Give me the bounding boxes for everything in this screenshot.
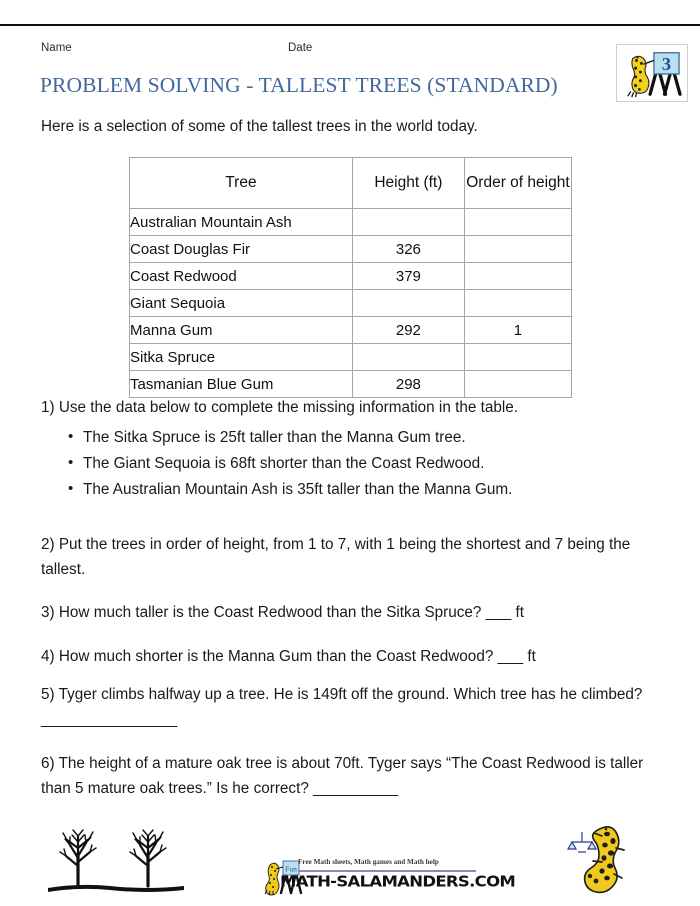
header-divider bbox=[0, 24, 700, 26]
table-row bbox=[130, 236, 572, 263]
column-header-tree: Tree bbox=[130, 158, 353, 209]
salamander-scales-icon bbox=[566, 818, 646, 902]
logo-underline bbox=[298, 870, 476, 872]
grade-badge bbox=[616, 44, 688, 102]
table-header-row bbox=[130, 158, 572, 209]
question-2: 2) Put the trees in order of height, from 1 to 7, with 1 being the shortest and 7 being the tallest. bbox=[41, 536, 631, 578]
cell-order[interactable] bbox=[464, 344, 571, 371]
list-item: • The Giant Sequoia is 68ft shorter than the Coast Redwood. bbox=[83, 451, 671, 477]
salamander-easel-icon bbox=[617, 45, 687, 101]
cell-order[interactable] bbox=[464, 263, 571, 290]
table-row bbox=[130, 209, 572, 236]
table-row bbox=[130, 263, 572, 290]
question-4: 4) How much shorter is the Manna Gum than the Coast Redwood? ___ ft bbox=[41, 648, 536, 665]
cell-tree: Coast Redwood bbox=[130, 263, 353, 290]
cell-height[interactable] bbox=[352, 209, 464, 236]
site-logo bbox=[262, 857, 516, 901]
bare-trees-illustration bbox=[36, 818, 196, 898]
page-title: PROBLEM SOLVING - TALLEST TREES (STANDARD) bbox=[40, 73, 558, 97]
cell-height[interactable] bbox=[352, 290, 464, 317]
column-header-height: Height (ft) bbox=[352, 158, 464, 209]
cell-tree: Sitka Spruce bbox=[130, 344, 353, 371]
bare-trees-silhouette-icon bbox=[36, 818, 196, 898]
cell-height[interactable]: 292 bbox=[352, 317, 464, 344]
cell-height[interactable] bbox=[352, 344, 464, 371]
question-1-text: 1) Use the data below to complete the missing information in the table. bbox=[41, 399, 519, 416]
list-item: • The Sitka Spruce is 25ft taller than the Manna Gum tree. bbox=[83, 425, 671, 451]
question-3: 3) How much taller is the Coast Redwood than the Sitka Spruce? ___ ft bbox=[41, 604, 524, 621]
question-1 bbox=[41, 396, 671, 504]
tallest-trees-table bbox=[129, 157, 572, 398]
logo-brand-text: MATH-SALAMANDERS.COM bbox=[280, 872, 516, 891]
cell-order[interactable] bbox=[464, 371, 571, 398]
question-6: 6) The height of a mature oak tree is about 70ft. Tyger says “The Coast Redwood is taller than 5 mature oak trees.” Is he correct? __________ bbox=[41, 755, 644, 797]
intro-text: Here is a selection of some of the tallest trees in the world today. bbox=[41, 118, 478, 135]
cell-tree: Tasmanian Blue Gum bbox=[130, 371, 353, 398]
cell-tree: Manna Gum bbox=[130, 317, 353, 344]
cell-order[interactable] bbox=[464, 209, 571, 236]
svg-text:Fun: Fun bbox=[285, 864, 297, 874]
cell-tree: Australian Mountain Ash bbox=[130, 209, 353, 236]
cell-tree: Coast Douglas Fir bbox=[130, 236, 353, 263]
table-row bbox=[130, 371, 572, 398]
table-row bbox=[130, 317, 572, 344]
cell-order[interactable] bbox=[464, 290, 571, 317]
table-row bbox=[130, 290, 572, 317]
cell-height[interactable]: 326 bbox=[352, 236, 464, 263]
name-label: Name bbox=[41, 42, 72, 54]
question-1-bullets bbox=[41, 425, 671, 504]
tallest-trees-table-wrap bbox=[129, 157, 572, 398]
cell-height[interactable]: 298 bbox=[352, 371, 464, 398]
column-header-order: Order of height bbox=[464, 158, 571, 209]
cell-order[interactable] bbox=[464, 236, 571, 263]
logo-tagline: Free Math sheets, Math games and Math help bbox=[298, 858, 439, 866]
list-item: • The Australian Mountain Ash is 35ft taller than the Manna Gum. bbox=[83, 477, 671, 503]
svg-text:3: 3 bbox=[661, 54, 672, 75]
table-row bbox=[130, 344, 572, 371]
cell-height[interactable]: 379 bbox=[352, 263, 464, 290]
question-5: 5) Tyger climbs halfway up a tree. He is 149ft off the ground. Which tree has he climbed? ________________ bbox=[41, 686, 643, 728]
cell-order[interactable]: 1 bbox=[464, 317, 571, 344]
date-label: Date bbox=[288, 42, 313, 54]
cell-tree: Giant Sequoia bbox=[130, 290, 353, 317]
salamander-illustration bbox=[566, 818, 646, 902]
